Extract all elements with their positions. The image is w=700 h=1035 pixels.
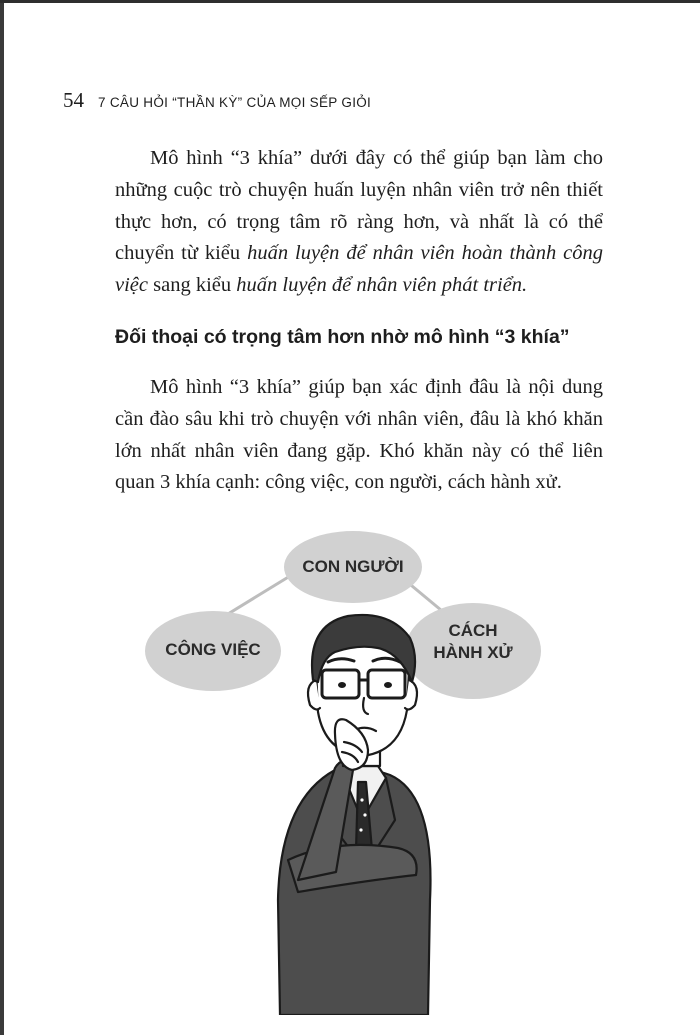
running-header: [63, 88, 371, 113]
three-aspects-diagram: [130, 520, 570, 1015]
section-heading: Đối thoại có trọng tâm hơn nhờ mô hình “3 khía”: [115, 326, 570, 348]
section-paragraph-text: Mô hình “3 khía” giúp bạn xác định đâu là nội dung cần đào sâu khi trò chuyện với nhân viên, đâu là khó khăn lớn nhất nhân viên đang gặp. Khó khăn này có thể liên quan 3 khía cạnh: công việc, con người, cách hành xử.: [115, 376, 603, 494]
intro-italic-1: huấn luyện để nhân viên hoàn thành công việc: [115, 242, 603, 297]
node-label-cach: CÁCH: [448, 621, 498, 640]
node-label-cong-viec: CÔNG VIỆC: [165, 640, 261, 659]
page-number: 54: [63, 88, 84, 112]
intro-paragraph: [115, 143, 603, 302]
page-edge-left: [0, 0, 4, 1035]
node-label-cach-hanh-xu: [413, 620, 533, 664]
intro-italic-2: huấn luyện để nhân viên phát triển.: [236, 274, 528, 297]
intro-text-2: sang kiểu: [148, 274, 237, 297]
intro-text-1: Mô hình “3 khía” dưới đây có thể giúp bạn làm cho những cuộc trò chuyện huấn luyện nhân viên trở nên thiết thực hơn, có trọng tâm rõ ràng hơn, và nhất là có thể chuyển từ kiểu: [115, 147, 603, 265]
book-title: 7 CÂU HỎI “THẦN KỲ” CỦA MỌI SẾP GIỎI: [98, 95, 372, 110]
thinking-man-illustration: [278, 615, 431, 1015]
diagram-illustration: [130, 520, 570, 1015]
section-paragraph: [115, 372, 603, 499]
node-label-con-nguoi: CON NGƯỜI: [302, 557, 404, 576]
page-edge-top: [0, 0, 700, 3]
node-label-hanh-xu: HÀNH XỬ: [433, 643, 513, 662]
